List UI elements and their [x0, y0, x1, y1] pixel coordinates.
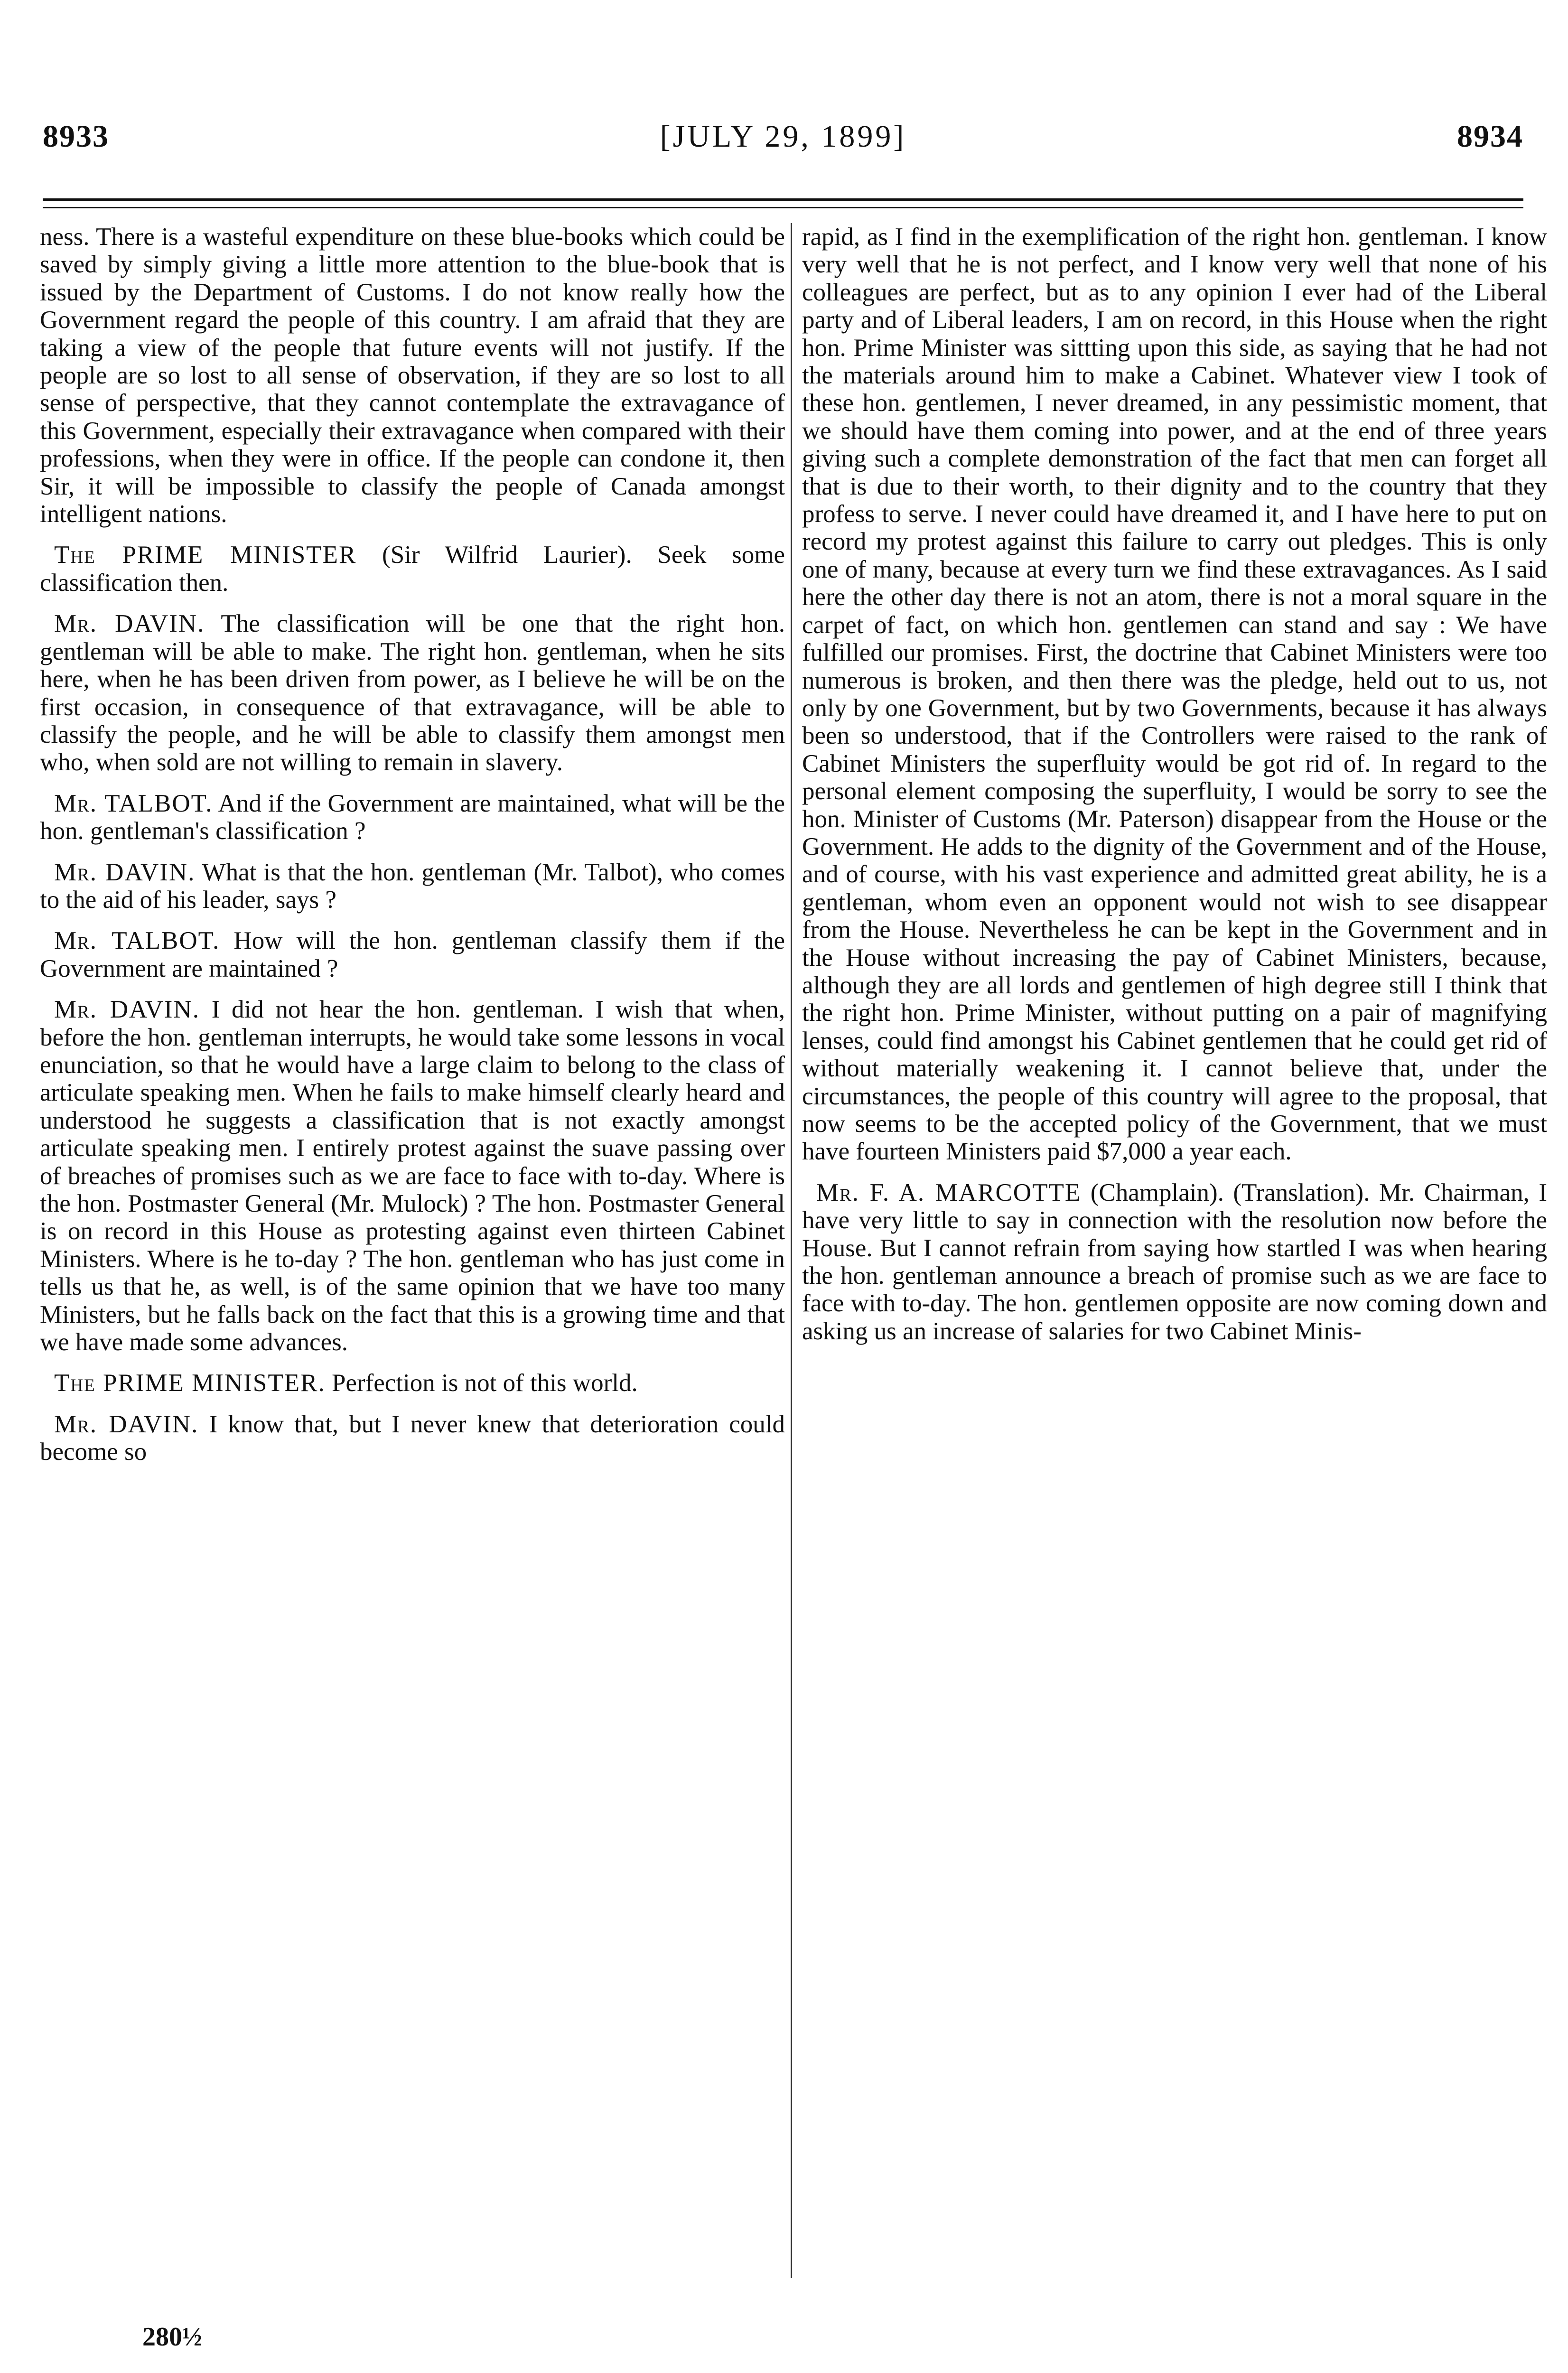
- header-rule-top: [43, 198, 1523, 201]
- speaker-name: Mr. DAVIN.: [54, 858, 196, 886]
- page-number-right: 8934: [1457, 119, 1523, 154]
- page-header: [43, 119, 1523, 171]
- left-column: [40, 223, 785, 1479]
- column-divider: [791, 223, 792, 2278]
- speaker-name: Mr. F. A. MARCOTTE: [816, 1178, 1082, 1206]
- paragraph: Mr. TALBOT. How will the hon. gentleman classify them if the Government are maintained ?: [40, 927, 785, 982]
- paragraph: Mr. TALBOT. And if the Government are maintained, what will be the hon. gentleman's classification ?: [40, 789, 785, 845]
- paragraph: Mr. DAVIN. I know that, but I never knew that deterioration could become so: [40, 1410, 785, 1466]
- paragraph: rapid, as I find in the exemplification of the right hon. gentleman. I know very well that he is not perfect, and I know very well that none of his colleagues are perfect, but as to any opinion I ever had of the Liberal party and of Liberal leaders, I am on record, in this House when the right hon. Prime Minister was sittting upon this side, as saying that he had not the materials around him to make a Cabinet. Whatever view I took of these hon. gentlemen, I never dreamed, in any pessimistic moment, that we should have them coming into power, and at the end of three years giving such a complete demonstration of the fact that men can forget all that is due to their worth, to their dignity and to the country that they profess to serve. I never could have dreamed it, and I have here to put on record my protest against this failure to carry out pledges. This is only one of many, because at every turn we find these extravagances. As I said here the other day there is not an atom, there is not a moral square in the carpet of fact, on which hon. gentlemen can stand and say : We have fulfilled our promises. First, the doctrine that Cabinet Ministers were too numerous is broken, and then there was the pledge, held out to us, not only by one Government, but by two Governments, because it has always been so understood, that if the Controllers were raised to the rank of Cabinet Ministers the superfluity would be got rid of. In regard to the personal element composing the superfluity, I would be sorry to see the hon. Minister of Customs (Mr. Paterson) disappear from the House or the Government. He adds to the dignity of the Government and of the House, and of course, with his vast experience and admitted great ability, he is a gentleman, whom even an opponent would not wish to see disappear from the House. Nevertheless he can be kept in the Government and in the House without increasing the pay of Cabinet Ministers, because, although they are all lords and gentlemen of high degree still I think that the right hon. Prime Minister, without putting on a pair of magnifying lenses, could find amongst his Cabinet gentlemen that he could get rid of without materially weakening it. I cannot believe that, under the circumstances, the people of this country will agree to the proposal, that now seems to be the accepted policy of the Government, that we must have fourteen Ministers paid $7,000 a year each.: [802, 223, 1547, 1166]
- paragraph: The PRIME MINISTER (Sir Wilfrid Laurier). Seek some classification then.: [40, 541, 785, 597]
- header-date: [JULY 29, 1899]: [660, 119, 906, 154]
- speaker-name: Mr. TALBOT.: [54, 927, 220, 955]
- speaker-name: Mr. DAVIN.: [54, 610, 205, 638]
- paragraph: Mr. F. A. MARCOTTE (Champlain). (Translation). Mr. Chairman, I have very little to say in connection with the resolution now before the House. But I cannot refrain from saying how startled I was when hearing the hon. gentleman announce a breach of promise such as we are face to face with to-day. The hon. gentlemen opposite are now coming down and asking us an increase of salaries for two Cabinet Minis-: [802, 1178, 1547, 1345]
- signature-mark: 280½: [142, 2322, 202, 2352]
- paragraph: ness. There is a wasteful expenditure on these blue-books which could be saved by simply giving a little more attention to the blue-book that is issued by the Department of Customs. I do not know really how the Government regard the people of this country. I am afraid that they are taking a view of the people that future events will not justify. If the people are so lost to all sense of observation, if they are so lost to all sense of perspective, that they cannot contemplate the extravagance of this Government, especially their extravagance when compared with their professions, when they were in office. If the people can condone it, then Sir, it will be impossible to classify the people of Canada amongst intelligent nations.: [40, 223, 785, 528]
- page-number-left: 8933: [43, 119, 109, 154]
- right-column: [802, 223, 1547, 1358]
- speaker-name: Mr. TALBOT.: [54, 789, 213, 817]
- paragraph: Mr. DAVIN. The classification will be one that the right hon. gentleman will be able to make. The right hon. gentleman, when he sits here, when he has been driven from power, as I believe he will be on the first occasion, in consequence of that extravagance, will be able to classify the people, and he will be able to classify them amongst men who, when sold are not willing to remain in slavery.: [40, 610, 785, 776]
- speaker-name: Mr. DAVIN.: [54, 1410, 199, 1438]
- speaker-name: Mr. DAVIN.: [54, 996, 200, 1024]
- paragraph: Mr. DAVIN. I did not hear the hon. gentleman. I wish that when, before the hon. gentleman interrupts, he would take some lessons in vocal enunciation, so that he would have a large claim to belong to the class of articulate speaking men. When he fails to make himself clearly heard and understood he suggests a classification that is not exactly amongst articulate speaking men. I entirely protest against the suave passing over of breaches of promises such as we are face to face with to-day. Where is the hon. Postmaster General (Mr. Mulock) ? The hon. Postmaster General is on record in this House as protesting against even thirteen Cabinet Ministers. Where is he to-day ? The hon. gentleman who has just come in tells us that he, as well, is of the same opinion that we have too many Ministers, but he falls back on the fact that this is a growing time and that we have made some advances.: [40, 996, 785, 1356]
- paragraph: The PRIME MINISTER. Perfection is not of this world.: [54, 1369, 638, 1397]
- paragraph: Mr. DAVIN. What is that the hon. gentleman (Mr. Talbot), who comes to the aid of his leader, says ?: [40, 858, 785, 914]
- speaker-name: The PRIME MINISTER.: [54, 1369, 326, 1397]
- speaker-name: The PRIME MINISTER: [54, 541, 357, 569]
- header-rule-bottom: [43, 207, 1523, 208]
